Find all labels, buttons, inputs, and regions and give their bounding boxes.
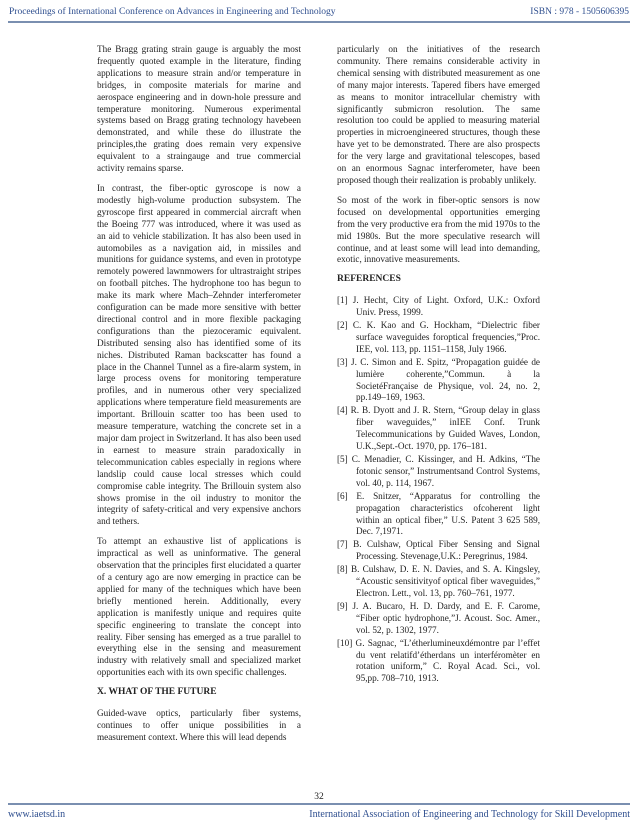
- reference-item: [5] C. Menadier, C. Kissinger, and H. Adkins, “The fotonic sensor,” Instrumentsand Control Systems, vol. 40, p. 114, 1967.: [337, 454, 540, 488]
- reference-item: [2] C. K. Kao and G. Hockham, “Dielectric fiber surface waveguides foroptical frequencies,”Proc. IEE, vol. 113, pp. 1151–1158, July 1966.: [337, 320, 540, 354]
- reference-item: [8] B. Culshaw, D. E. N. Davies, and S. A. Kingsley, “Acoustic sensitivityof optical fiber waveguides,” Electron. Lett., vol. 13, pp. 760–761, 1977.: [337, 564, 540, 598]
- footer-website-link[interactable]: www.iaetsd.in: [8, 809, 66, 820]
- references-heading: REFERENCES: [337, 274, 401, 285]
- footer-association-name: International Association of Engineering and Technology for Skill Development: [309, 809, 630, 820]
- section-heading-future: X. WHAT OF THE FUTURE: [97, 687, 217, 698]
- reference-list: [337, 295, 540, 685]
- paragraph-research-community: particularly on the initiatives of the research community. There remains considerable activity in chemical sensing with distributed measurement as one of many major interests. Tapered fibers have emerged as means to monitor intracellular chemistry with significantly submicron resolution. The same resolution too could be applied to measuring material properties in microengineered structures, though these have yet to be demonstrated. There are also prospects for the very large and gravitational telescopes, based on an enormous Sagnac interferometer, have been proposed though their realization is probably unlikely.: [337, 44, 540, 185]
- paragraph-developmental-opportunities: So most of the work in fiber-optic sensors is now focused on developmental opportunities emerging from the very productive era from the mid 1970s to the mid 1980s. But the more speculative research will continue, and at least some will lead into demanding, exotic, innovative measurements.: [337, 194, 540, 265]
- paragraph-fiber-optic-gyroscope: In contrast, the fiber-optic gyroscope is now a modestly high-volume production subsystem. The gyroscope first appeared in commercial aircraft when the Boeing 777 was introduced, where it was used as an aid to vehicle stabilization. It has also been used in automobiles as a navigation aid, in missiles and munitions for guidance systems, and even in prototype remotely powered lawnmowers for ultrastraight stripes on football pitches. The hydrophone too has begun to make its mark where Mach–Zehnder interferometer configuration can be made more sensitive with better directional control and in more flexible packaging configurations than the piezoceramic equivalent. Distributed sensing also has identified some of its niches. Distributed Raman backscatter has found a place in the Channel Tunnel as a fire-alarm system, in large process ovens for monitoring temperature profiles, and in numerous other very specialized applications where temperature field measurements are important. Brillouin scatter too has been used to measure temperature, watching the concrete set in a major dam project in Switzerland. It has also been used in earnest to measure strain paradoxically in telecommunication cables especially in regions where landslip could cause local stresses which could compromise cable integrity. The Brillouin system also shows promise in the oil industry to monitor the integrity of safety-critical and very expensive anchors and tethers.: [97, 182, 301, 527]
- reference-item: [1] J. Hecht, City of Light. Oxford, U.K.: Oxford Univ. Press, 1999.: [337, 295, 540, 318]
- reference-item: [10] G. Sagnac, “L’étherlumineuxdémontre par l’effet du vent relatifd’étherdans un interféromèter en rotation uniform,” C. Royal Acad. Sci., vol. 95,pp. 708–710, 1913.: [337, 637, 540, 684]
- header-rule: [8, 21, 630, 23]
- page-header: [0, 0, 638, 20]
- reference-item: [7] B. Culshaw, Optical Fiber Sensing and Signal Processing. Stevenage,U.K.: Peregrinus, 1984.: [337, 539, 540, 562]
- left-column: [97, 44, 301, 752]
- header-isbn: ISBN : 978 - 1505606395: [530, 7, 629, 17]
- reference-item: [4] R. B. Dyott and J. R. Stern, “Group delay in glass fiber waveguides,” inIEE Conf. Trunk Telecommunications by Guided Waves, London, U.K.,Sept.-Oct. 1970, pp. 176–181.: [337, 405, 540, 452]
- header-conference-title: Proceedings of International Conference on Advances in Engineering and Technology: [9, 7, 336, 17]
- reference-item: [9] J. A. Bucaro, H. D. Dardy, and E. F. Carome, “Fiber optic hydrophone,”J. Acoust. Soc. Amer., vol. 52, p. 1302, 1977.: [337, 600, 540, 635]
- paragraph-applications: To attempt an exhaustive list of applications is impractical as well as uninformative. The general observation that the principles first elucidated a quarter of a century ago are now emerging in practice can be applied for many of the techniques which have been briefly mentioned herein. Additionally, every application is manifestly unique and requires quite specific engineering to translate the concept into reality. Fiber sensing has emerged as a true parallel to everything else in the sensing and measurement industry with relatively small and specialized market opportunities each with its own specific challenges.: [97, 536, 301, 678]
- page-number: 32: [314, 792, 324, 802]
- paragraph-guided-wave-optics: Guided-wave optics, particularly fiber systems, continues to offer unique possibilities in a measurement context. Where this will lead depends: [97, 708, 301, 742]
- paragraph-bragg-grating: The Bragg grating strain gauge is arguably the most frequently quoted example in the literature, finding applications to measure strain and/or temperature in bridges, in composite materials for marine and aerospace engineering and in down-hole pressure and temperature monitoring. Numerous experimental systems based on Bragg grating technology havebeen demonstrated, and while these do illustrate the principles,the grating does remain very expensive equivalent to a straingauge and true commercial activity remains sparse.: [97, 44, 301, 174]
- reference-item: [6] E. Snitzer, “Apparatus for controlling the propagation characteristics ofcoherent light within an optical fiber,” U.S. Patent 3 625 589, Dec. 7,1971.: [337, 490, 540, 537]
- reference-item: [3] J. C. Simon and E. Spitz, “Propagation guidée de lumière coherente,”Commun. à la SocietéFrançaise de Physique, vol. 24, no. 2, pp.149–169, 1963.: [337, 356, 540, 403]
- footer-rule: [8, 803, 630, 805]
- right-column: [337, 44, 540, 686]
